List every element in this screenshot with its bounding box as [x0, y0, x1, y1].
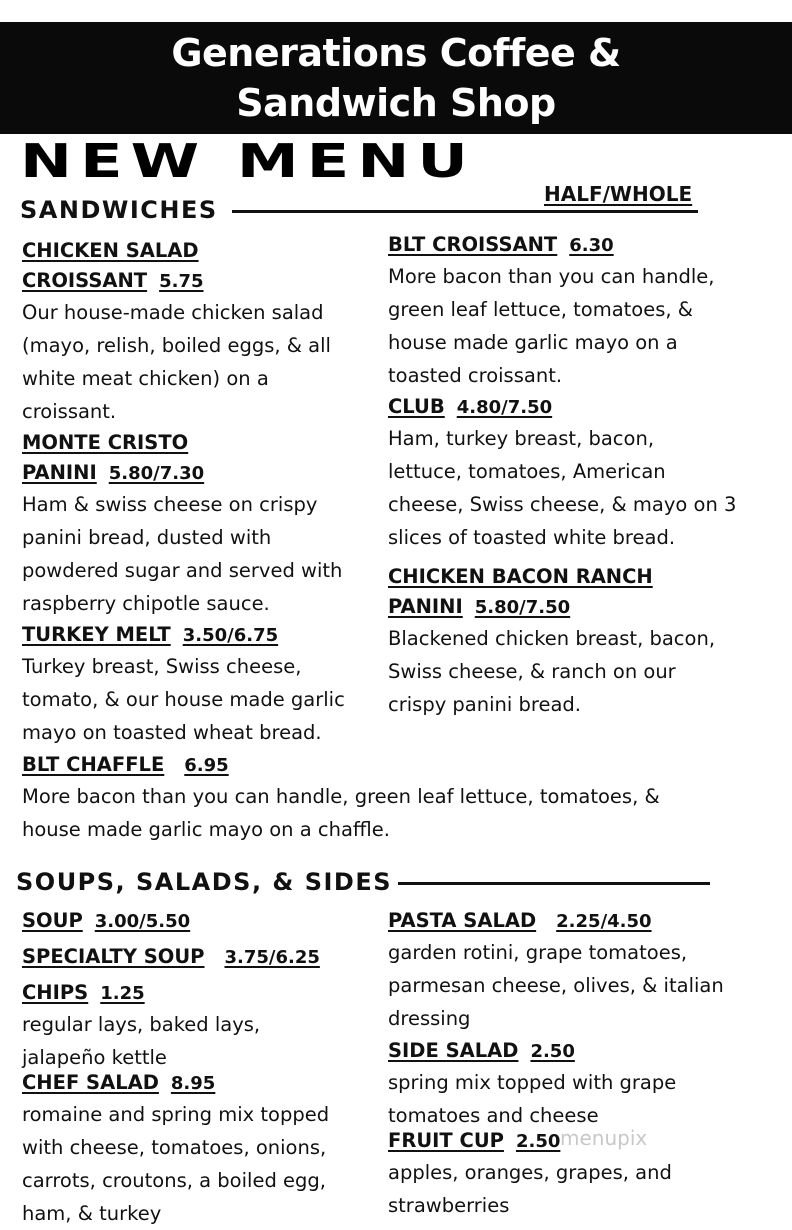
item-name: CHICKEN SALAD	[22, 239, 199, 262]
item-price: 2.50	[530, 1041, 575, 1062]
menu-item-blt-chaffle	[22, 750, 660, 846]
item-description: Ham & swiss cheese on crispy	[22, 493, 318, 516]
item-description: tomatoes and cheese	[388, 1104, 599, 1127]
menu-item-pasta-salad	[388, 906, 724, 1035]
item-name: SOUP	[22, 909, 83, 932]
item-price: 6.95	[184, 755, 229, 776]
item-description: lettuce, tomatoes, American	[388, 460, 666, 483]
item-price: 1.25	[100, 983, 145, 1004]
item-description: ham, & turkey	[22, 1202, 162, 1225]
item-name: PANINI	[388, 595, 463, 618]
item-name: SIDE SALAD	[388, 1039, 519, 1062]
item-description: house made garlic mayo on a	[388, 331, 678, 354]
item-description: house made garlic mayo on a chaffle.	[22, 818, 390, 841]
item-name: BLT CHAFFLE	[22, 753, 165, 776]
menu-item-blt-croissant	[388, 230, 715, 392]
half-whole-label: HALF/WHOLE	[544, 182, 693, 206]
menu-item-chicken-bacon-ranch-panini	[388, 562, 715, 721]
item-price: 5.80/7.30	[108, 463, 205, 484]
menu-item-side-salad	[388, 1036, 676, 1132]
menu-item-club	[388, 392, 736, 554]
menu-item-chips	[22, 978, 260, 1074]
item-description: tomato, & our house made garlic	[22, 688, 345, 711]
shop-title-line1: Generations Coffee &	[171, 31, 621, 75]
menu-item-specialty-soup	[22, 942, 320, 972]
item-description: raspberry chipotle sauce.	[22, 592, 270, 615]
item-description: slices of toasted white bread.	[388, 526, 676, 549]
item-name: CHICKEN BACON RANCH	[388, 565, 653, 588]
item-name: CHIPS	[22, 981, 89, 1004]
item-name: PASTA SALAD	[388, 909, 537, 932]
item-description: Blackened chicken breast, bacon,	[388, 627, 716, 650]
menu-item-chef-salad	[22, 1068, 329, 1230]
item-name: TURKEY MELT	[22, 623, 171, 646]
item-price: 4.80/7.50	[456, 397, 553, 418]
item-description: regular lays, baked lays,	[22, 1013, 261, 1036]
item-description: mayo on toasted wheat bread.	[22, 721, 322, 744]
item-description: Turkey breast, Swiss cheese,	[22, 655, 302, 678]
new-menu-heading: NEW MENU	[20, 134, 476, 188]
item-name: FRUIT CUP	[388, 1129, 504, 1152]
item-name: MONTE CRISTO	[22, 431, 189, 454]
item-name: BLT CROISSANT	[388, 233, 558, 256]
item-description: panini bread, dusted with	[22, 526, 272, 549]
item-description: jalapeño kettle	[22, 1046, 167, 1069]
item-description: croissant.	[22, 400, 117, 423]
shop-title-banner	[0, 22, 792, 134]
item-description: strawberries	[388, 1194, 510, 1217]
item-description: parmesan cheese, olives, & italian	[388, 974, 724, 997]
item-description: Swiss cheese, & ranch on our	[388, 660, 676, 683]
section-title-soups-salads-sides: SOUPS, SALADS, & SIDES	[16, 868, 393, 896]
item-description: toasted croissant.	[388, 364, 563, 387]
item-description: white meat chicken) on a	[22, 367, 269, 390]
item-description: More bacon than you can handle, green leaf lettuce, tomatoes, &	[22, 785, 660, 808]
item-price: 8.95	[170, 1073, 216, 1094]
item-description: crispy panini bread.	[388, 693, 582, 716]
item-price: 6.30	[569, 235, 614, 256]
item-name: CLUB	[388, 395, 445, 418]
item-name: PANINI	[22, 461, 97, 484]
item-price: 5.75	[159, 271, 204, 292]
item-description: cheese, Swiss cheese, & mayo on 3	[388, 493, 737, 516]
section-divider	[398, 882, 710, 885]
item-description: powdered sugar and served with	[22, 559, 343, 582]
item-price: 3.00/5.50	[94, 911, 191, 932]
item-description: carrots, croutons, a boiled egg,	[22, 1169, 326, 1192]
item-name: CROISSANT	[22, 269, 148, 292]
menu-item-monte-cristo-panini	[22, 428, 342, 620]
item-description: green leaf lettuce, tomatoes, &	[388, 298, 693, 321]
item-name: CHEF SALAD	[22, 1071, 159, 1094]
item-price: 2.25/4.50	[556, 911, 652, 932]
menu-item-chicken-salad-croissant	[22, 236, 331, 428]
section-title-sandwiches: SANDWICHES	[20, 196, 218, 224]
item-price: 5.80/7.50	[474, 597, 571, 618]
item-price: 3.75/6.25	[224, 947, 320, 968]
item-description: (mayo, relish, boiled eggs, & all	[22, 334, 331, 357]
menu-item-turkey-melt	[22, 620, 345, 749]
section-divider	[232, 210, 698, 213]
item-description: Our house-made chicken salad	[22, 301, 324, 324]
item-name: SPECIALTY SOUP	[22, 945, 205, 968]
item-description: Ham, turkey breast, bacon,	[388, 427, 655, 450]
item-description: spring mix topped with grape	[388, 1071, 677, 1094]
item-price: 2.50	[515, 1131, 561, 1152]
shop-title-line2: Sandwich Shop	[236, 81, 556, 125]
item-description: with cheese, tomatoes, onions,	[22, 1136, 327, 1159]
item-description: More bacon than you can handle,	[388, 265, 715, 288]
item-price: 3.50/6.75	[182, 625, 279, 646]
watermark: menupix	[560, 1126, 648, 1150]
item-description: garden rotini, grape tomatoes,	[388, 941, 688, 964]
menu-item-soup	[22, 906, 190, 936]
item-description: dressing	[388, 1007, 471, 1030]
item-description: romaine and spring mix topped	[22, 1103, 330, 1126]
item-description: apples, oranges, grapes, and	[388, 1161, 672, 1184]
